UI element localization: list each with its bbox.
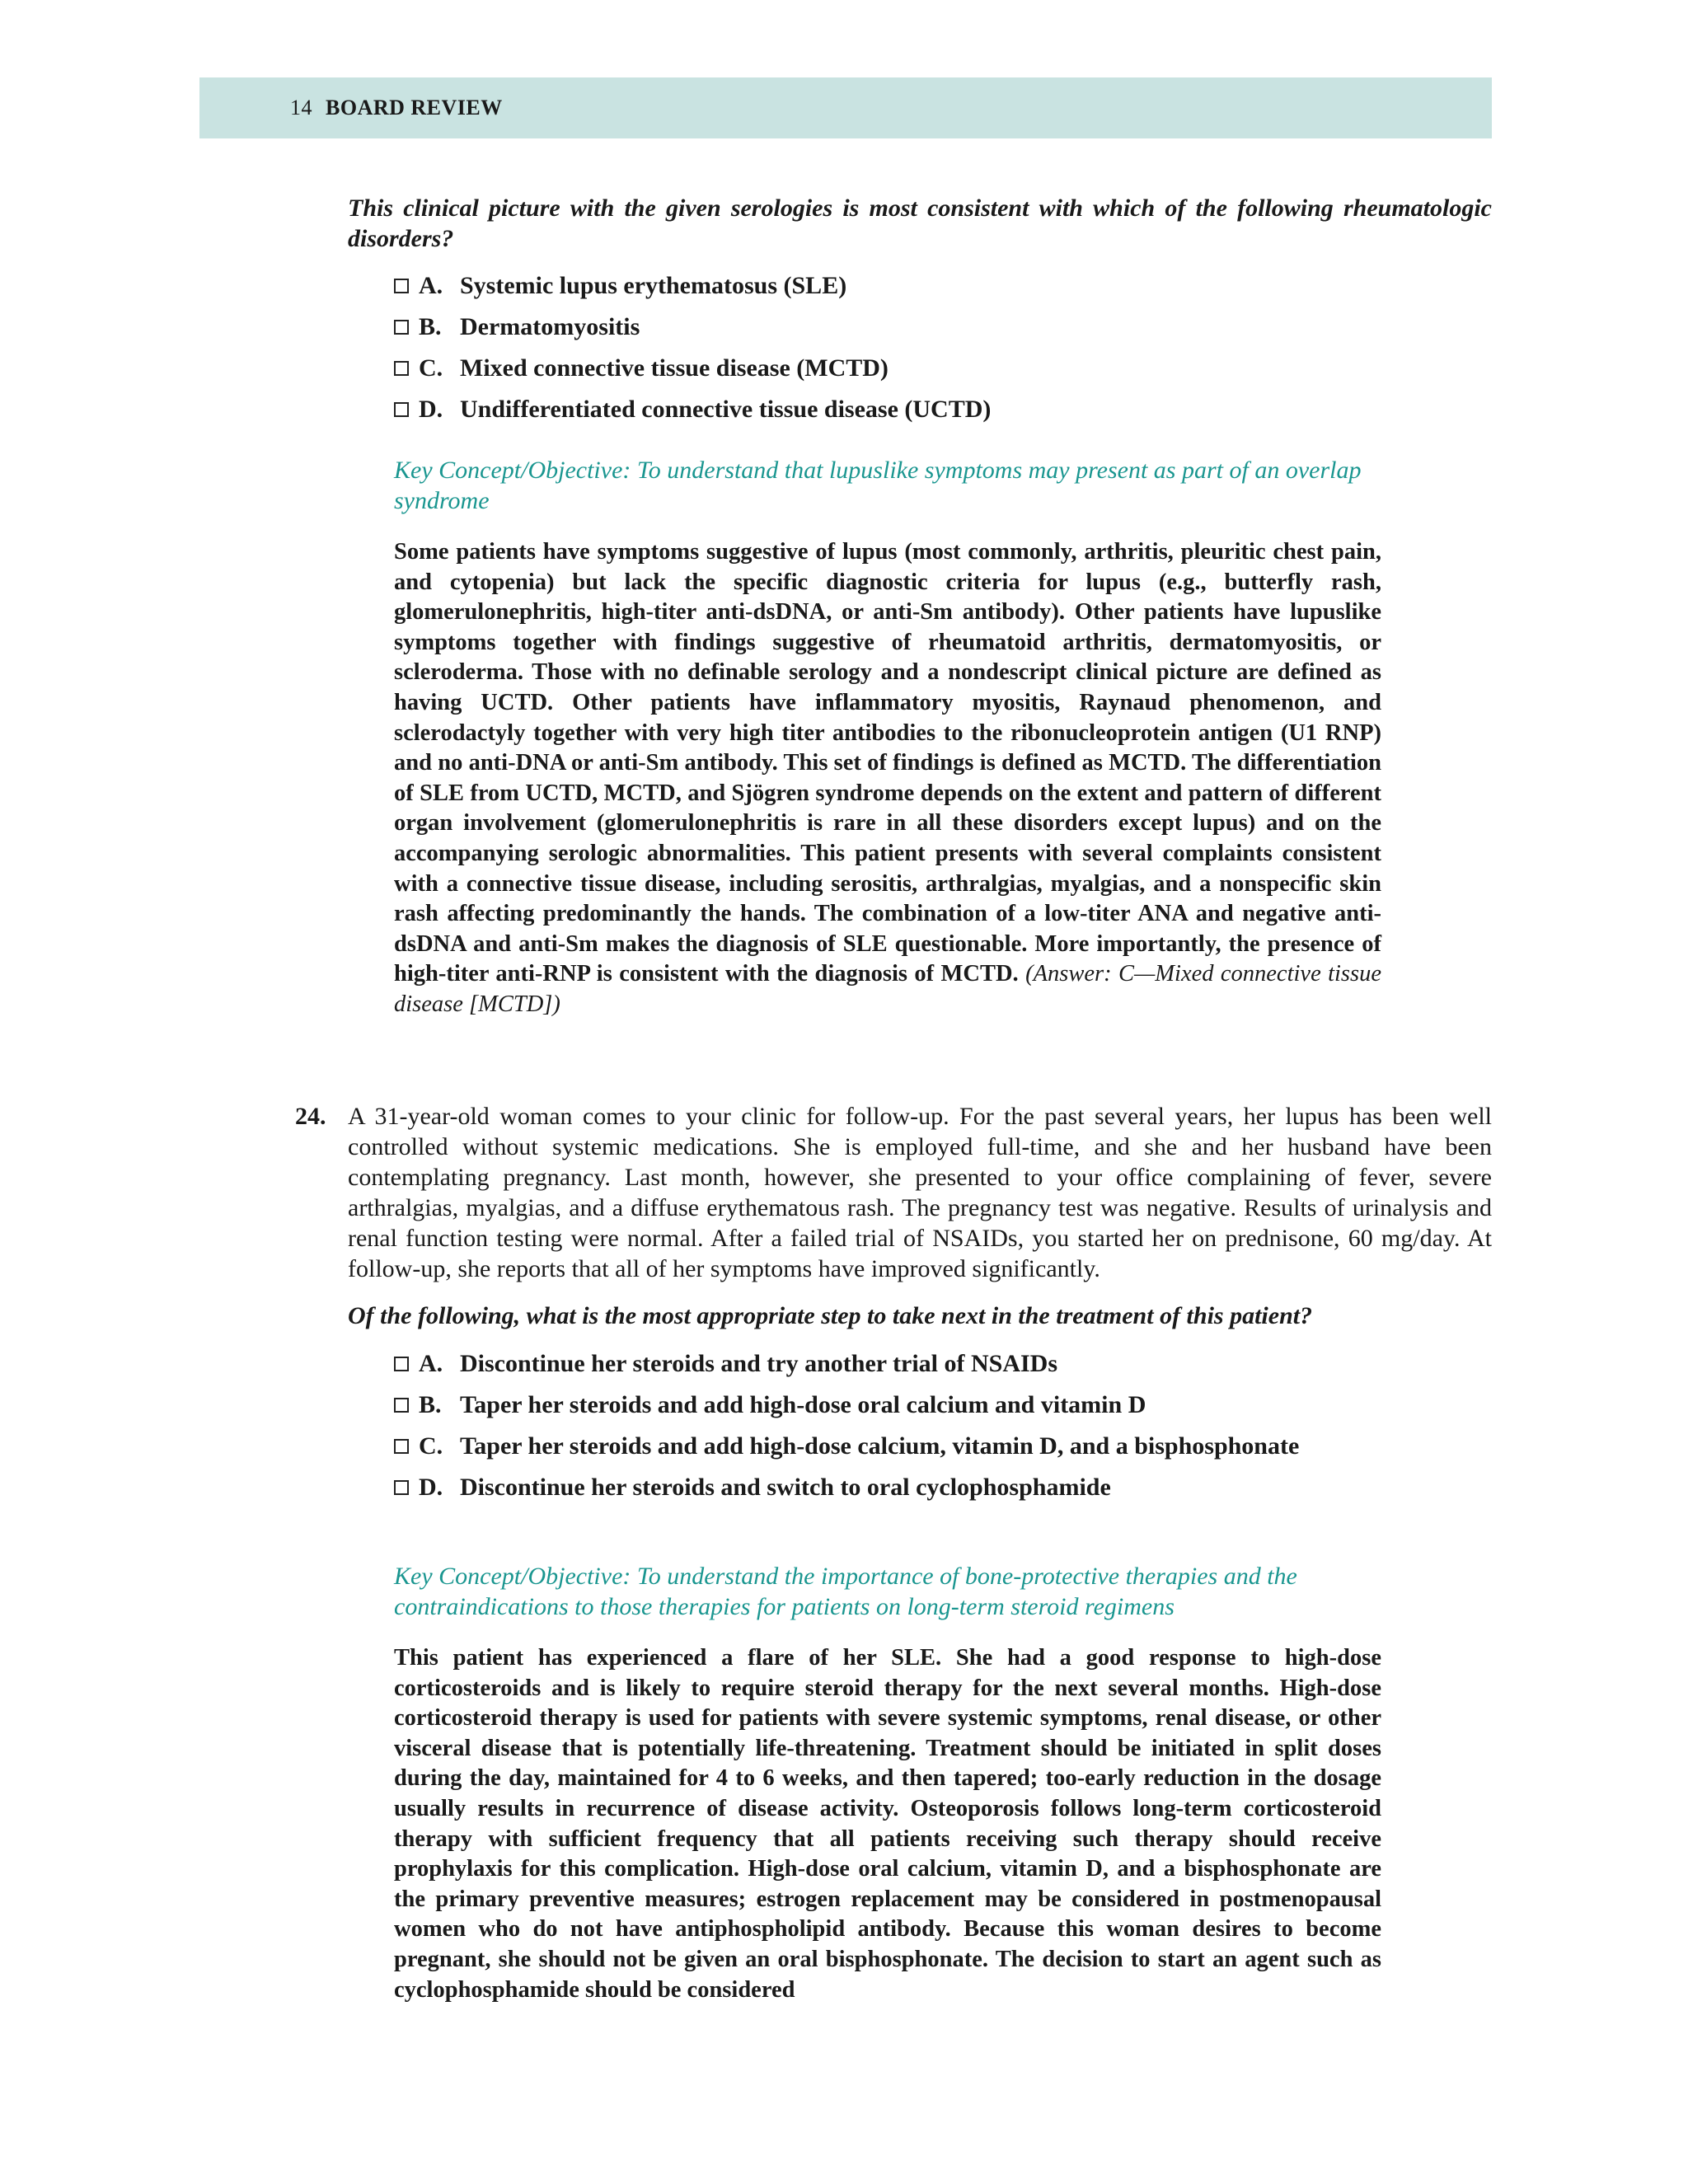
- checkbox-icon[interactable]: [394, 320, 409, 335]
- q23-options: [394, 270, 1465, 435]
- checkbox-icon[interactable]: [394, 1480, 409, 1495]
- option-text: Taper her steroids and add high-dose oral calcium and vitamin D: [460, 1391, 1146, 1418]
- q24-option-a[interactable]: [394, 1348, 1301, 1379]
- checkbox-icon[interactable]: [394, 279, 409, 293]
- option-letter: C.: [419, 354, 443, 382]
- q23-question-stem: This clinical picture with the given serologies is most consistent with which of the following rheumatologic disorders?: [348, 194, 1492, 252]
- q23-option-b[interactable]: [394, 312, 1465, 342]
- q23-explanation: [394, 537, 1381, 1020]
- q24-option-d[interactable]: [394, 1472, 1301, 1502]
- running-header: [199, 77, 1492, 138]
- option-text: Discontinue her steroids and try another trial of NSAIDs: [460, 1350, 1058, 1377]
- page-number: 14: [290, 96, 312, 120]
- q23-option-d[interactable]: [394, 394, 1465, 424]
- option-letter: C.: [419, 1432, 443, 1460]
- q24-explanation: This patient has experienced a flare of her SLE. She had a good response to high-dose corticosteroids and is likely to require steroid therapy for the next several months. High-dose corticosteroid therapy is used for patients with severe systemic symptoms, renal disease, or other visceral disease that is potentially life-threatening. Treatment should be initiated in split doses during the day, maintained for 4 to 6 weeks, and then tapered; too-early reduction in the dosage usually results in recurrence of disease activity. Osteoporosis follows long-term corticosteroid therapy with sufficient frequency that all patients receiving such therapy should receive prophylaxis for this complication. High-dose oral calcium, vitamin D, and a bisphosphonate are the primary preventive measures; estrogen replacement may be considered in postmenopausal women who do not have antiphospholipid antibody. Because this woman desires to become pregnant, she should not be given an oral bisphosphonate. The decision to start an agent such as cyclophosphamide should be considered: [394, 1645, 1381, 2003]
- option-letter: D.: [419, 396, 443, 423]
- q24-case-text: A 31-year-old woman comes to your clinic for follow-up. For the past several years, her lupus has been well controlled without systemic medications. She is employed full-time, and she and her husband have been contemplating pregnancy. Last month, however, she presented to your office complaining of fever, severe arthralgias, myalgias, and a diffuse erythematous rash. The pregnancy test was negative. Results of urinalysis and renal function testing were normal. After a failed trial of NSAIDs, you started her on prednisone, 60 mg/day. At follow-up, she reports that all of her symptoms have improved significantly.: [348, 1103, 1492, 1282]
- q24-option-c[interactable]: [394, 1431, 1301, 1461]
- explanation-text: Some patients have symptoms suggestive of lupus (most commonly, arthritis, pleuritic chest pain, and cytopenia) but lack the specific diagnostic criteria for lupus (e.g., butterfly rash, glomerulonephritis, high-titer anti-dsDNA, or anti-Sm antibody). Other patients have lupuslike symptoms together with findings suggestive of rheumatoid arthritis, dermatomyositis, or scleroderma. Those with no definable serology and a nondescript clinical picture are defined as having UCTD. Other patients have inflammatory myositis, Raynaud phenomenon, and sclerodactyly together with very high titer antibodies to the ribonucleoprotein antigen (U1 RNP) and no anti-DNA or anti-Sm antibody. This set of findings is defined as MCTD. The differentiation of SLE from UCTD, MCTD, and Sjögren syndrome depends on the extent and pattern of different organ involvement (glomerulonephritis is rare in all these disorders except lupus) and on the accompanying serologic abnormalities. This patient presents with several complaints consistent with a connective tissue disease, including serositis, arthralgias, myalgias, and a nonspecific skin rash affecting predominantly the hands. The combination of a low-titer ANA and negative anti-dsDNA and anti-Sm makes the diagnosis of SLE questionable. More importantly, the presence of high-titer anti-RNP is consistent with the diagnosis of MCTD.: [394, 539, 1381, 987]
- q23-option-c[interactable]: [394, 353, 1465, 383]
- checkbox-icon[interactable]: [394, 1357, 409, 1371]
- header-text: [290, 77, 503, 138]
- option-text: Mixed connective tissue disease (MCTD): [460, 354, 889, 382]
- option-letter: B.: [419, 313, 442, 340]
- option-letter: D.: [419, 1474, 443, 1501]
- header-title: BOARD REVIEW: [326, 96, 503, 120]
- checkbox-icon[interactable]: [394, 361, 409, 376]
- q24-question-stem: Of the following, what is the most appropriate step to take next in the treatment of this patient?: [348, 1302, 1313, 1329]
- checkbox-icon[interactable]: [394, 1439, 409, 1454]
- q23-option-a[interactable]: [394, 270, 1465, 301]
- option-letter: A.: [419, 1350, 443, 1377]
- option-text: Undifferentiated connective tissue disease (UCTD): [460, 396, 992, 423]
- q24-number: 24.: [295, 1103, 326, 1130]
- checkbox-icon[interactable]: [394, 402, 409, 417]
- q23-key-concept: Key Concept/Objective: To understand that lupuslike symptoms may present as part of an overlap syndrome: [394, 457, 1362, 514]
- q24-options: [394, 1348, 1301, 1513]
- answer-text: (Answer: C—Mixed connective tissue disease [MCTD]): [394, 961, 1382, 1017]
- option-letter: B.: [419, 1391, 442, 1418]
- option-text: Systemic lupus erythematosus (SLE): [460, 272, 847, 299]
- option-text: Dermatomyositis: [460, 313, 640, 340]
- option-text: Taper her steroids and add high-dose calcium, vitamin D, and a bisphosphonate: [460, 1432, 1300, 1460]
- q24-option-b[interactable]: [394, 1390, 1301, 1420]
- checkbox-icon[interactable]: [394, 1398, 409, 1413]
- q24-key-concept: Key Concept/Objective: To understand the importance of bone-protective therapies and the contraindications to those therapies for patients on long-term steroid regimens: [394, 1563, 1297, 1620]
- option-letter: A.: [419, 272, 443, 299]
- option-text: Discontinue her steroids and switch to oral cyclophosphamide: [460, 1474, 1111, 1501]
